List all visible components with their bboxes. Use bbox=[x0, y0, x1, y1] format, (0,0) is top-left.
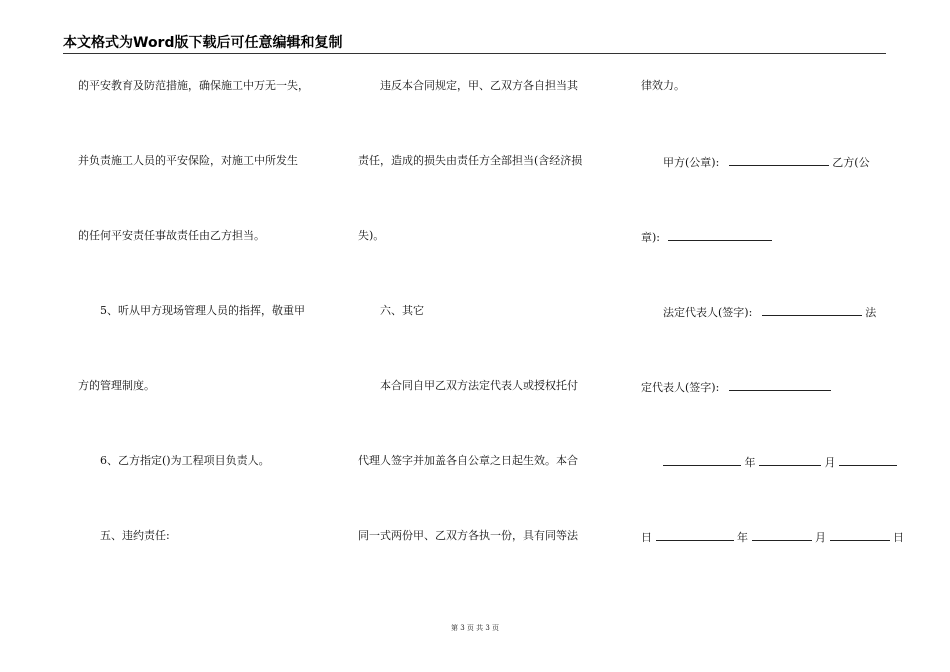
text-line: 失)。 bbox=[358, 229, 385, 242]
party-a-representative-line bbox=[641, 304, 876, 320]
day-label: 日 bbox=[641, 531, 652, 544]
text-line: 代理人签字并加盖各自公章之日起生效。本合 bbox=[358, 454, 578, 467]
signature-blank bbox=[729, 154, 829, 166]
year-label: 年 bbox=[744, 456, 756, 469]
text-line: 的任何平安责任事故责任由乙方担当。 bbox=[78, 229, 265, 242]
representative-label-start: 法 bbox=[865, 306, 877, 319]
text-line: 本合同自甲乙双方法定代表人或授权托付 bbox=[380, 379, 578, 392]
signature-blank bbox=[668, 229, 772, 241]
year-label: 年 bbox=[737, 531, 748, 544]
text-line: 5、听从甲方现场管理人员的指挥，敬重甲 bbox=[100, 304, 305, 317]
text-line: 6、乙方指定()为工程项目负责人。 bbox=[100, 454, 270, 467]
month-blank bbox=[752, 529, 812, 541]
party-b-seal-label: 乙方(公 bbox=[832, 156, 870, 169]
day-blank bbox=[839, 454, 897, 466]
text-line: 责任，造成的损失由责任方全部担当(含经济损 bbox=[358, 154, 583, 167]
party-a-seal-line bbox=[641, 154, 870, 170]
text-line: 方的管理制度。 bbox=[78, 379, 155, 392]
section-heading: 五、违约责任: bbox=[100, 529, 170, 542]
text-line: 同一式两份甲、乙双方各执一份，具有同等法 bbox=[358, 529, 578, 542]
party-a-seal-label: 甲方(公章): bbox=[663, 156, 720, 169]
date-line-party-a bbox=[641, 454, 897, 470]
party-b-seal-label-cont: 章): bbox=[641, 231, 660, 244]
day-label: 日 bbox=[893, 531, 904, 544]
representative-label-cont: 定代表人(签字): bbox=[641, 381, 720, 394]
section-heading: 六、其它 bbox=[380, 304, 424, 317]
text-line: 的平安教育及防范措施，确保施工中万无一失， bbox=[78, 79, 309, 92]
year-blank bbox=[656, 529, 734, 541]
signature-blank bbox=[729, 379, 831, 391]
date-line-party-b bbox=[641, 529, 904, 545]
party-b-seal-line bbox=[641, 229, 772, 245]
text-line: 并负责施工人员的平安保险，对施工中所发生 bbox=[78, 154, 298, 167]
month-label: 月 bbox=[824, 456, 836, 469]
text-column-1 bbox=[78, 0, 328, 672]
representative-label: 法定代表人(签字): bbox=[663, 306, 753, 319]
day-blank bbox=[830, 529, 890, 541]
page-number: 第 3 页 共 3 页 bbox=[450, 624, 500, 632]
text-line: 违反本合同规定，甲、乙双方各自担当其 bbox=[380, 79, 578, 92]
header-title: 本文格式为Word版下载后可任意编辑和复制 bbox=[63, 35, 343, 51]
party-b-representative-line bbox=[641, 379, 831, 395]
text-column-2 bbox=[358, 0, 608, 672]
month-label: 月 bbox=[815, 531, 826, 544]
text-line: 律效力。 bbox=[641, 79, 685, 92]
signature-blank bbox=[762, 304, 862, 316]
year-blank bbox=[663, 454, 741, 466]
text-column-3 bbox=[641, 0, 904, 672]
month-blank bbox=[759, 454, 821, 466]
